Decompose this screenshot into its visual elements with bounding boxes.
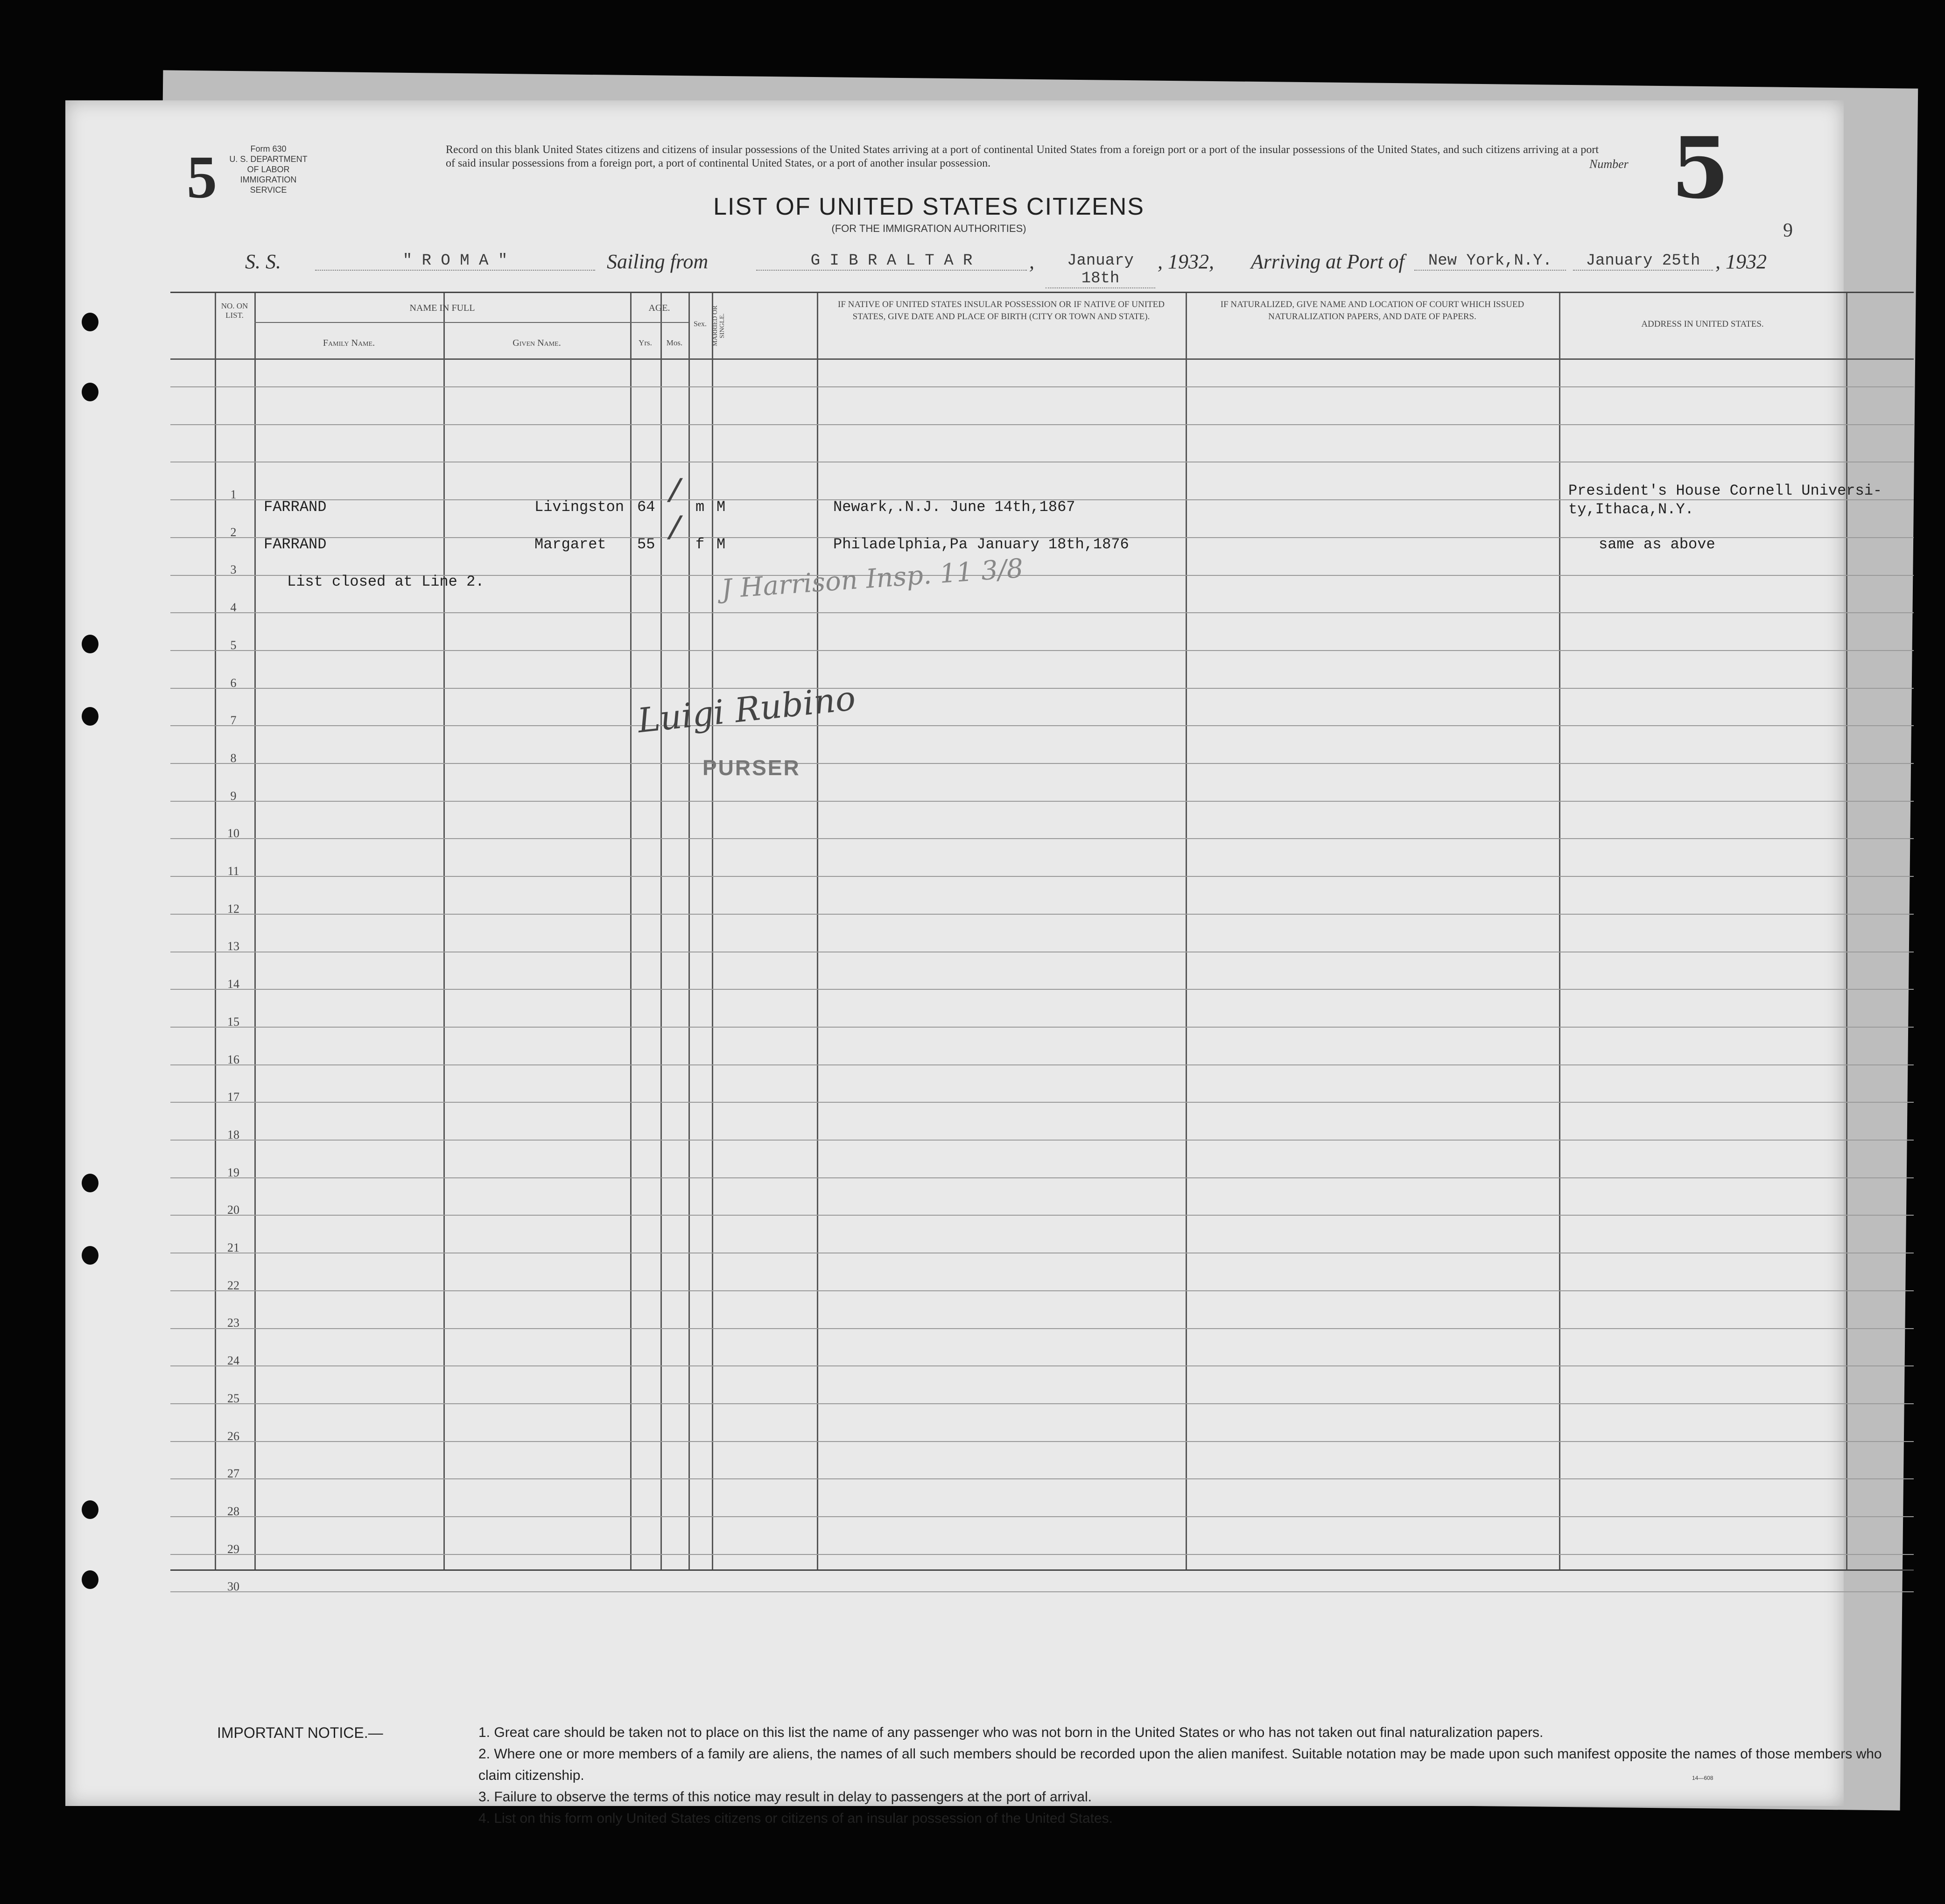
line-number: 12 [227,902,239,916]
column-divider [712,293,713,1569]
notice-items [478,1722,1883,1829]
number-label: Number [1589,157,1629,171]
entry-2-birth: Philadelphia,Pa January 18th,1876 [833,536,1129,553]
row-rule [170,386,1914,387]
row-rule [170,1215,1914,1216]
header-naturalized: IF NATURALIZED, GIVE NAME AND LOCATION OF COURT WHICH ISSUED NATURALIZATION PAPERS, AND DATE OF PAPERS. [1220,300,1524,322]
line-number: 1 [230,488,237,501]
entry-1-address-line-2: ty,Ithaca,N.Y. [1568,501,1694,518]
header-name-in-full: NAME IN FULL [409,303,475,313]
line-number: 18 [227,1127,239,1141]
row-rule [170,1064,1914,1065]
header-years: Yrs. [639,338,652,347]
entry-1-months: / [665,475,685,512]
form-big-number: 5 [187,144,217,211]
page-reference: 9 [1783,220,1793,241]
header-months: Mos. [666,338,683,347]
list-closed-note: List closed at Line 2. [287,573,484,590]
row-rule [170,1027,1914,1028]
header-given-name: Given Name. [513,338,561,348]
line-number: 3 [230,563,237,577]
line-number: 29 [227,1542,239,1556]
row-rule [170,1102,1914,1103]
punch-hole [82,1500,98,1519]
row-rule [170,1441,1914,1442]
notice-item: 3. Failure to observe the terms of this notice may result in delay to passengers at the port of arrival. [478,1789,1092,1805]
row-rule [170,650,1914,651]
row-rule [170,1403,1914,1404]
entry-1-family-name: FARRAND [264,498,327,516]
line-number: 17 [227,1090,239,1104]
sailing-from-label: Sailing from [607,250,709,273]
printer-mark: 14—608 [1692,1775,1713,1781]
punch-hole [82,1174,98,1192]
line-number: 2 [230,525,237,539]
header-subdivider [630,322,688,323]
header-no-on-list: NO. ON LIST. [221,301,248,320]
notice-item: 1. Great care should be taken not to place on this list the name of any passenger who was not born in the United States or who has not taken out final naturalization papers. [478,1725,1544,1740]
column-divider [1186,293,1187,1569]
notice-item: 2. Where one or more members of a family are aliens, the names of all such members should be recorded upon the alien manifest. Suitable notation may be made upon such manifest opposite the names of those members who claim citizenship. [478,1746,1882,1783]
entry-1-given-name: Livingston [534,498,625,516]
row-rule [170,876,1914,877]
row-rule [170,1591,1914,1592]
entry-2-given-name: Margaret [534,536,606,553]
column-divider [215,293,216,1569]
row-rule [170,612,1914,613]
header-age: AGE. [648,303,670,313]
line-number: 26 [227,1429,239,1443]
department-name: U. S. DEPARTMENT OF LABOR [229,154,308,174]
line-number: 4 [230,601,237,615]
row-rule [170,1365,1914,1366]
line-number: 22 [227,1278,239,1292]
page-subtitle: (FOR THE IMMIGRATION AUTHORITIES) [831,223,1026,234]
entry-2-family-name: FARRAND [264,536,327,553]
ship-name: " R O M A " [315,252,595,271]
passenger-table [170,292,1914,1594]
entry-1-address-line-1: President's House Cornell Universi- [1568,482,1882,499]
row-rule [170,763,1914,764]
purser-signature: Luigi Rubino [635,678,857,741]
row-rule [170,1140,1914,1141]
entry-1-birth: Newark,.N.J. June 14th,1867 [833,498,1075,516]
line-number: 6 [230,676,237,690]
punch-hole [82,707,98,726]
header-married-single: MARRIED OR SINGLE. [712,305,726,346]
entry-2-months: / [665,512,685,549]
line-number: 16 [227,1052,239,1066]
entry-2-address: same as above [1599,536,1715,553]
manifest-sheet: 5 Form 630 U. S. DEPARTMENT OF LABOR IMMIGRATION SERVICE Record on this blank United States citizens and citizens of insular possessions of the United States arriving at a port of continental United States from a foreign port or a port of the insular possessions of the United States, and such citizens arriving at a port of said insular possessions from a foreign port, a port of continental United States, or a port of another insular possession. Number 5 9 LIST OF UNITED STATES CITIZENS (FOR THE IMMIGRATION AUTHORITIES) S. S. " R O M A " Sailing from G I B R A L T A R , January 18th , 1932, Arriving at Port of New York,N.Y. January 25th , 1932 NO. ON LIST. NAME IN FULL Family Name. Given Name. AGE. Yrs. Mos. Sex. MARRIED OR SINGLE. IF NATIVE OF UNITED STATES INSULAR POSSESSION OR IF NATIVE OF UNITED STATES, GIVE DATE AND PLACE OF BIRTH (CITY OR TOWN AND STATE). IF NATURALIZED, GIVE NAME AND LOCATION OF COURT WHICH ISSUED NATURALIZATION PAPERS, AND DATE OF PAPERS. ADDRESS IN UNITED STATES. 1 2 3 4 5 6 7 8 9 10 11 12 13 14 15 16 17 18 19 20 21 22 23 24 25 26 27 28 29 30 FARRAND Livingston 64 / m M Newark,.N.J. June 14th,1867 President's House Cornell Universi- ty,Ithaca,N.Y. FARRAND Margaret 55 / f M Philadelphia,Pa January 18th,1876 same as above List closed at Line 2. J Harrison Insp. 11 3/8 Luigi Rubino PURSER IMPORTANT NOTICE.— 1. Great care should be taken not to place on this list the name of any passenger who was not born in the United States or who has not taken out final naturalization papers. 2. Where one or more members of a family are aliens, the names of all such members should be recorded upon the alien manifest. Suitable notation may be made upon such manifest opposite the names of those members who claim citizenship. 3. Failure to observe the terms of this notice may result in delay to passengers at the port of arrival. 4. List on this form only United States citizens or citizens of an insular possession of the United States. 14—608 [65,100,1844,1806]
entry-1-marital: M [716,498,726,516]
notice-heading: IMPORTANT NOTICE.— [217,1724,383,1741]
line-number: 15 [227,1015,239,1029]
line-number: 13 [227,939,239,953]
punch-hole [82,1246,98,1265]
port-of-departure: G I B R A L T A R [756,252,1027,271]
service-name: IMMIGRATION SERVICE [240,175,297,195]
line-number: 7 [230,714,237,728]
row-rule [170,801,1914,802]
row-rule [170,838,1914,839]
column-divider [1559,293,1560,1569]
entry-2-years: 55 [637,536,655,553]
punch-hole [82,635,98,653]
departure-year: 32 [1188,250,1209,273]
form-number: Form 630 [250,144,287,154]
row-rule [170,914,1914,915]
header-family-name: Family Name. [323,338,375,348]
instructions-text: Record on this blank United States citizens and citizens of insular possessions of the United States arriving at a port of continental United States from a foreign port or a port of the insular possessions of the United States, and such citizens arriving at a port of said insular possessions from a foreign port, a port of continental United States, or a port of another insular possession. [446,144,1599,169]
header-sex: Sex. [694,320,707,328]
line-number: 24 [227,1354,239,1368]
line-number: 20 [227,1203,239,1217]
header-native-birth: IF NATIVE OF UNITED STATES INSULAR POSSESSION OR IF NATIVE OF UNITED STATES, GIVE DATE AND PLACE OF BIRTH (CITY OR TOWN AND STATE). [838,300,1165,322]
arrival-year: 32 [1746,250,1767,273]
departure-year-prefix: 19 [1168,250,1188,273]
column-divider [688,293,690,1569]
line-number: 23 [227,1316,239,1330]
header-subdivider [254,322,630,323]
column-divider [660,293,662,1569]
row-rule [170,989,1914,990]
purser-stamp: PURSER [702,756,800,780]
form-department-label [224,144,313,195]
row-rule [170,1516,1914,1517]
line-number: 8 [230,751,237,765]
notice-item: 4. List on this form only United States citizens or citizens of an insular possession of the United States. [478,1811,1113,1826]
punch-hole [82,313,98,331]
line-number: 14 [227,977,239,991]
page-title: LIST OF UNITED STATES CITIZENS [713,193,1145,220]
column-divider [817,293,818,1569]
header-address: ADDRESS IN UNITED STATES. [1641,319,1764,329]
column-divider [630,293,632,1569]
column-divider [443,293,445,1569]
row-rule [170,1177,1914,1178]
header-bottom-rule [170,358,1914,360]
column-divider [254,293,256,1569]
punch-hole [82,1570,98,1589]
line-number: 21 [227,1241,239,1254]
entry-2-sex: f [695,536,705,553]
ss-label: S. S. [245,250,281,273]
inspector-annotation: J Harrison Insp. 11 3/8 [720,553,1025,605]
number-value: 5 [1671,119,1730,217]
line-number: 28 [227,1504,239,1518]
arriving-label: Arriving at Port of [1251,250,1404,273]
row-rule [170,1290,1914,1291]
arrival-year-prefix: 19 [1726,250,1746,273]
row-rule [170,424,1914,425]
departure-date: January 18th [1046,252,1155,288]
entry-2-marital: M [716,536,726,553]
entry-1-sex: m [695,498,705,516]
row-rule [170,688,1914,689]
punch-hole [82,383,98,401]
row-rule [170,1328,1914,1329]
entry-1-years: 64 [637,498,655,516]
row-rule [170,725,1914,726]
line-number: 25 [227,1391,239,1405]
line-number: 9 [230,789,237,803]
line-number: 27 [227,1467,239,1481]
row-rule [170,1554,1914,1555]
row-rule [170,1478,1914,1479]
line-number: 5 [230,638,237,652]
arrival-date: January 25th [1573,252,1713,271]
line-number: 11 [227,864,239,878]
line-number: 19 [227,1165,239,1179]
line-number: 30 [227,1580,239,1594]
port-of-arrival: New York,N.Y. [1414,252,1566,271]
line-number: 10 [227,826,239,840]
